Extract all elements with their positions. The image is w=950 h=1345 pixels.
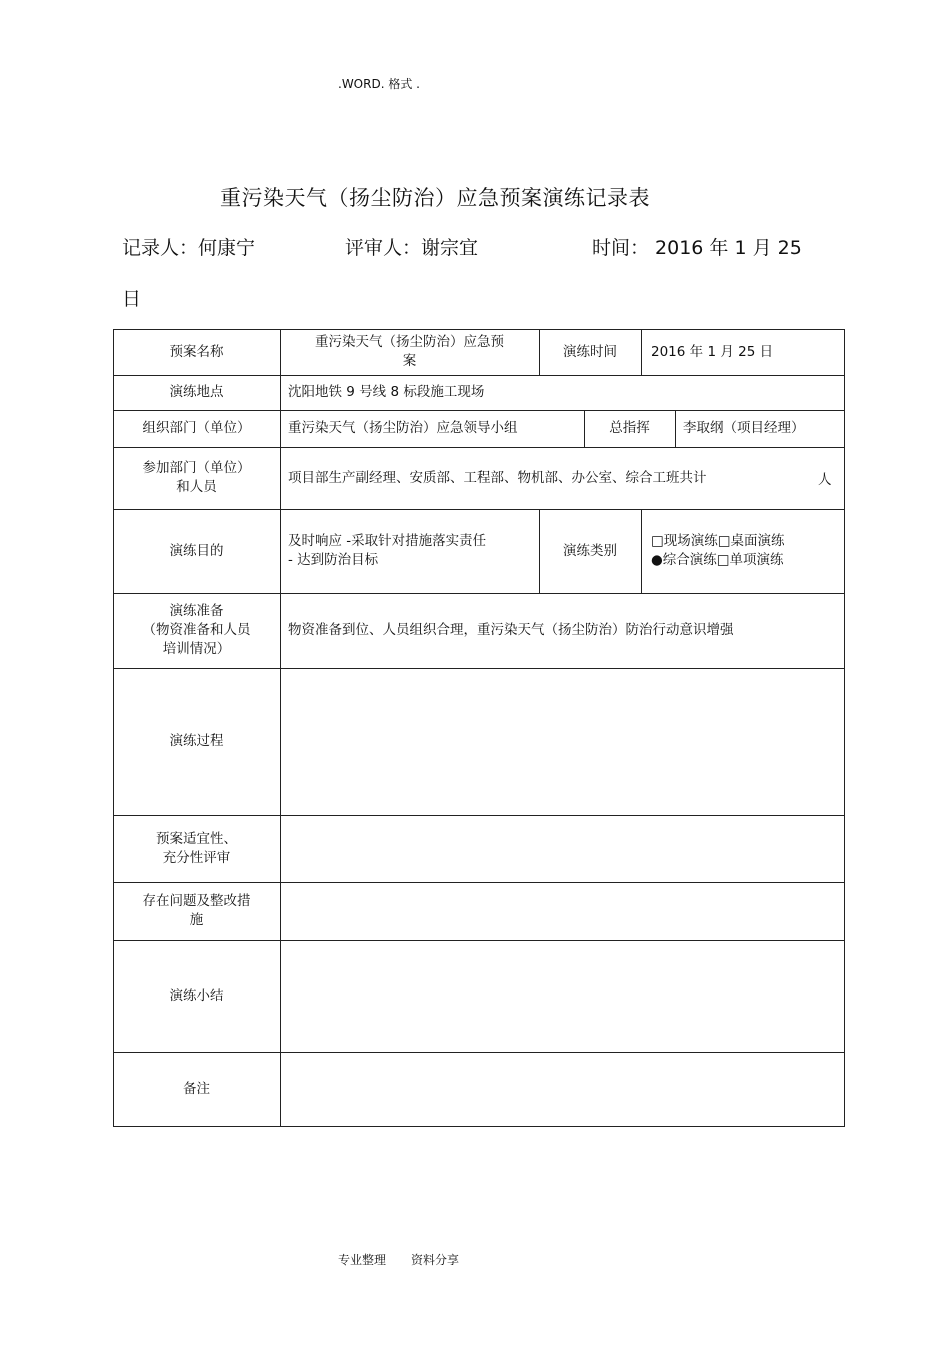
plan-name-value: 重污染天气（扬尘防治）应急预 案: [315, 334, 504, 369]
summary-label: 演练小结: [169, 987, 224, 1004]
purpose-label: 演练目的: [169, 542, 224, 559]
category-label: 演练类别: [563, 542, 617, 559]
time-day-field: 日: [122, 288, 142, 310]
participants-unit: 人: [818, 472, 832, 488]
participants-value: 项目部生产副经理、安质部、工程部、物机部、办公室、综合工班共计: [288, 469, 707, 486]
header-note: .WORD. 格式 .: [338, 77, 420, 91]
drill-time-value: 2016 年 1 月 25 日: [651, 343, 774, 360]
commander-label: 总指挥: [609, 420, 650, 436]
location-label: 演练地点: [169, 384, 224, 400]
footer-right: 资料分享: [411, 1253, 460, 1267]
footer-left: 专业整理: [338, 1253, 387, 1267]
remarks-label: 备注: [183, 1081, 210, 1097]
document-title: 重污染天气（扬尘防治）应急预案演练记录表: [220, 186, 650, 210]
time-field: 时间： 2016 年 1 月 25: [592, 237, 802, 259]
issues-label: 存在问题及整改措 施: [142, 893, 251, 928]
drill-time-label: 演练时间: [563, 343, 617, 360]
preparation-label: 演练准备 （物资准备和人员 培训情况）: [142, 603, 251, 657]
plan-name-label: 预案名称: [169, 343, 224, 360]
participants-label: 参加部门（单位） 和人员: [142, 460, 251, 495]
organizer-value: 重污染天气（扬尘防治）应急领导小组: [288, 420, 518, 436]
recorder-field: 记录人：何康宁: [122, 237, 256, 259]
reviewer-field: 评审人：谢宗宜: [345, 237, 479, 259]
organizer-label: 组织部门（单位）: [142, 420, 251, 436]
remarks-value: [280, 1052, 845, 1127]
suitability-label: 预案适宜性、 充分性评审: [156, 830, 237, 866]
process-value: [280, 668, 845, 815]
purpose-value: 及时响应 -采取针对措施落实责任 - 达到防治目标: [288, 533, 487, 568]
preparation-value: 物资准备到位、人员组织合理，重污染天气（扬尘防治）防治行动意识增强: [288, 622, 734, 638]
category-checkbox-row: ●综合演练□单项演练: [651, 552, 784, 568]
process-label: 演练过程: [169, 733, 224, 749]
location-value: 沈阳地铁 9 号线 8 标段施工现场: [288, 384, 485, 400]
suitability-value: [280, 815, 845, 882]
issues-value: [280, 882, 845, 940]
commander-value: 李取纲（项目经理）: [683, 420, 805, 436]
category-checkbox-row: □现场演练□桌面演练: [651, 533, 785, 549]
summary-value: [280, 940, 845, 1052]
category-options: [641, 509, 845, 593]
